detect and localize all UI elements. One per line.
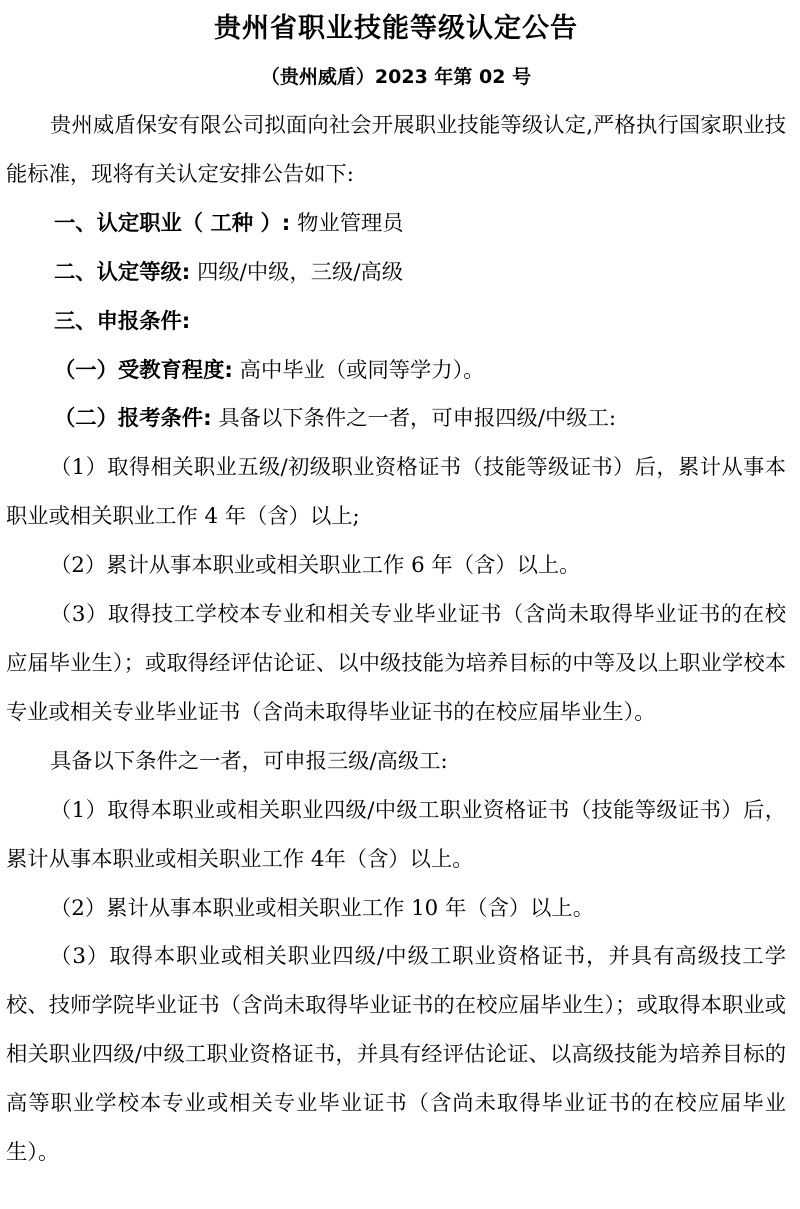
level3-item: （1）取得本职业或相关职业四级/中级工职业资格证书（技能等级证书）后，累计从事本职业或相关职业工作 4年（含）以上。	[6, 797, 786, 872]
level3-intro: 具备以下条件之一者，可申报三级/高级工:	[50, 748, 448, 774]
section-level	[6, 249, 786, 298]
section-level-label: 二、认定等级:	[54, 259, 191, 285]
intro-paragraph: 贵州威盾保安有限公司拟面向社会开展职业技能等级认定,严格执行国家职业技能标准，现将有关认定安排公告如下:	[6, 113, 786, 187]
apply-value: 具备以下条件之一者，可申报四级/中级工:	[211, 406, 617, 432]
apply-conditions	[6, 395, 786, 444]
level3-item: （2）累计从事本职业或相关职业工作 10 年（含）以上。	[50, 895, 595, 921]
level4-item: （3）取得技工学校本专业和相关专业毕业证书（含尚未取得毕业证书的在校应届毕业生）；或取得经评估论证、以中级技能为培养目标的中等及以上职业学校本专业或相关专业毕业证书（含尚未取得毕业证书的在校应届毕业生）。	[6, 602, 786, 725]
level3-item: （3）取得本职业或相关职业四级/中级工职业资格证书，并具有高级技工学校、技师学院毕业证书（含尚未取得毕业证书的在校应届毕业生）；或取得本职业或相关职业四级/中级工职业资格证书，并具有经评估论证、以高级技能为培养目标的高等职业学校本专业或相关专业毕业证书（含尚未取得毕业证书的在校应届毕业生）。	[6, 944, 786, 1166]
section-occupation	[6, 200, 786, 249]
education-value: 高中毕业（或同等学力）。	[232, 357, 485, 383]
level4-item: （2）累计从事本职业或相关职业工作 6 年（含）以上。	[50, 553, 581, 579]
apply-label: （二）报考条件:	[54, 406, 212, 432]
section-level-value: 四级/中级，三级/高级	[190, 259, 404, 285]
document-number: （贵州威盾）2023 年第 02 号	[260, 66, 532, 88]
section-conditions	[6, 298, 786, 347]
education-requirement	[6, 347, 786, 396]
document-title: 贵州省职业技能等级认定公告	[214, 13, 578, 44]
level4-item: （1）取得相关职业五级/初级职业资格证书（技能等级证书）后，累计从事本职业或相关职业工作 4 年（含）以上;	[6, 455, 786, 530]
section-conditions-label: 三、申报条件:	[54, 308, 191, 334]
section-occupation-label: 一、认定职业（ 工种 ）:	[54, 210, 291, 236]
education-label: （一）受教育程度:	[54, 357, 233, 383]
section-occupation-value: 物业管理员	[290, 210, 404, 236]
